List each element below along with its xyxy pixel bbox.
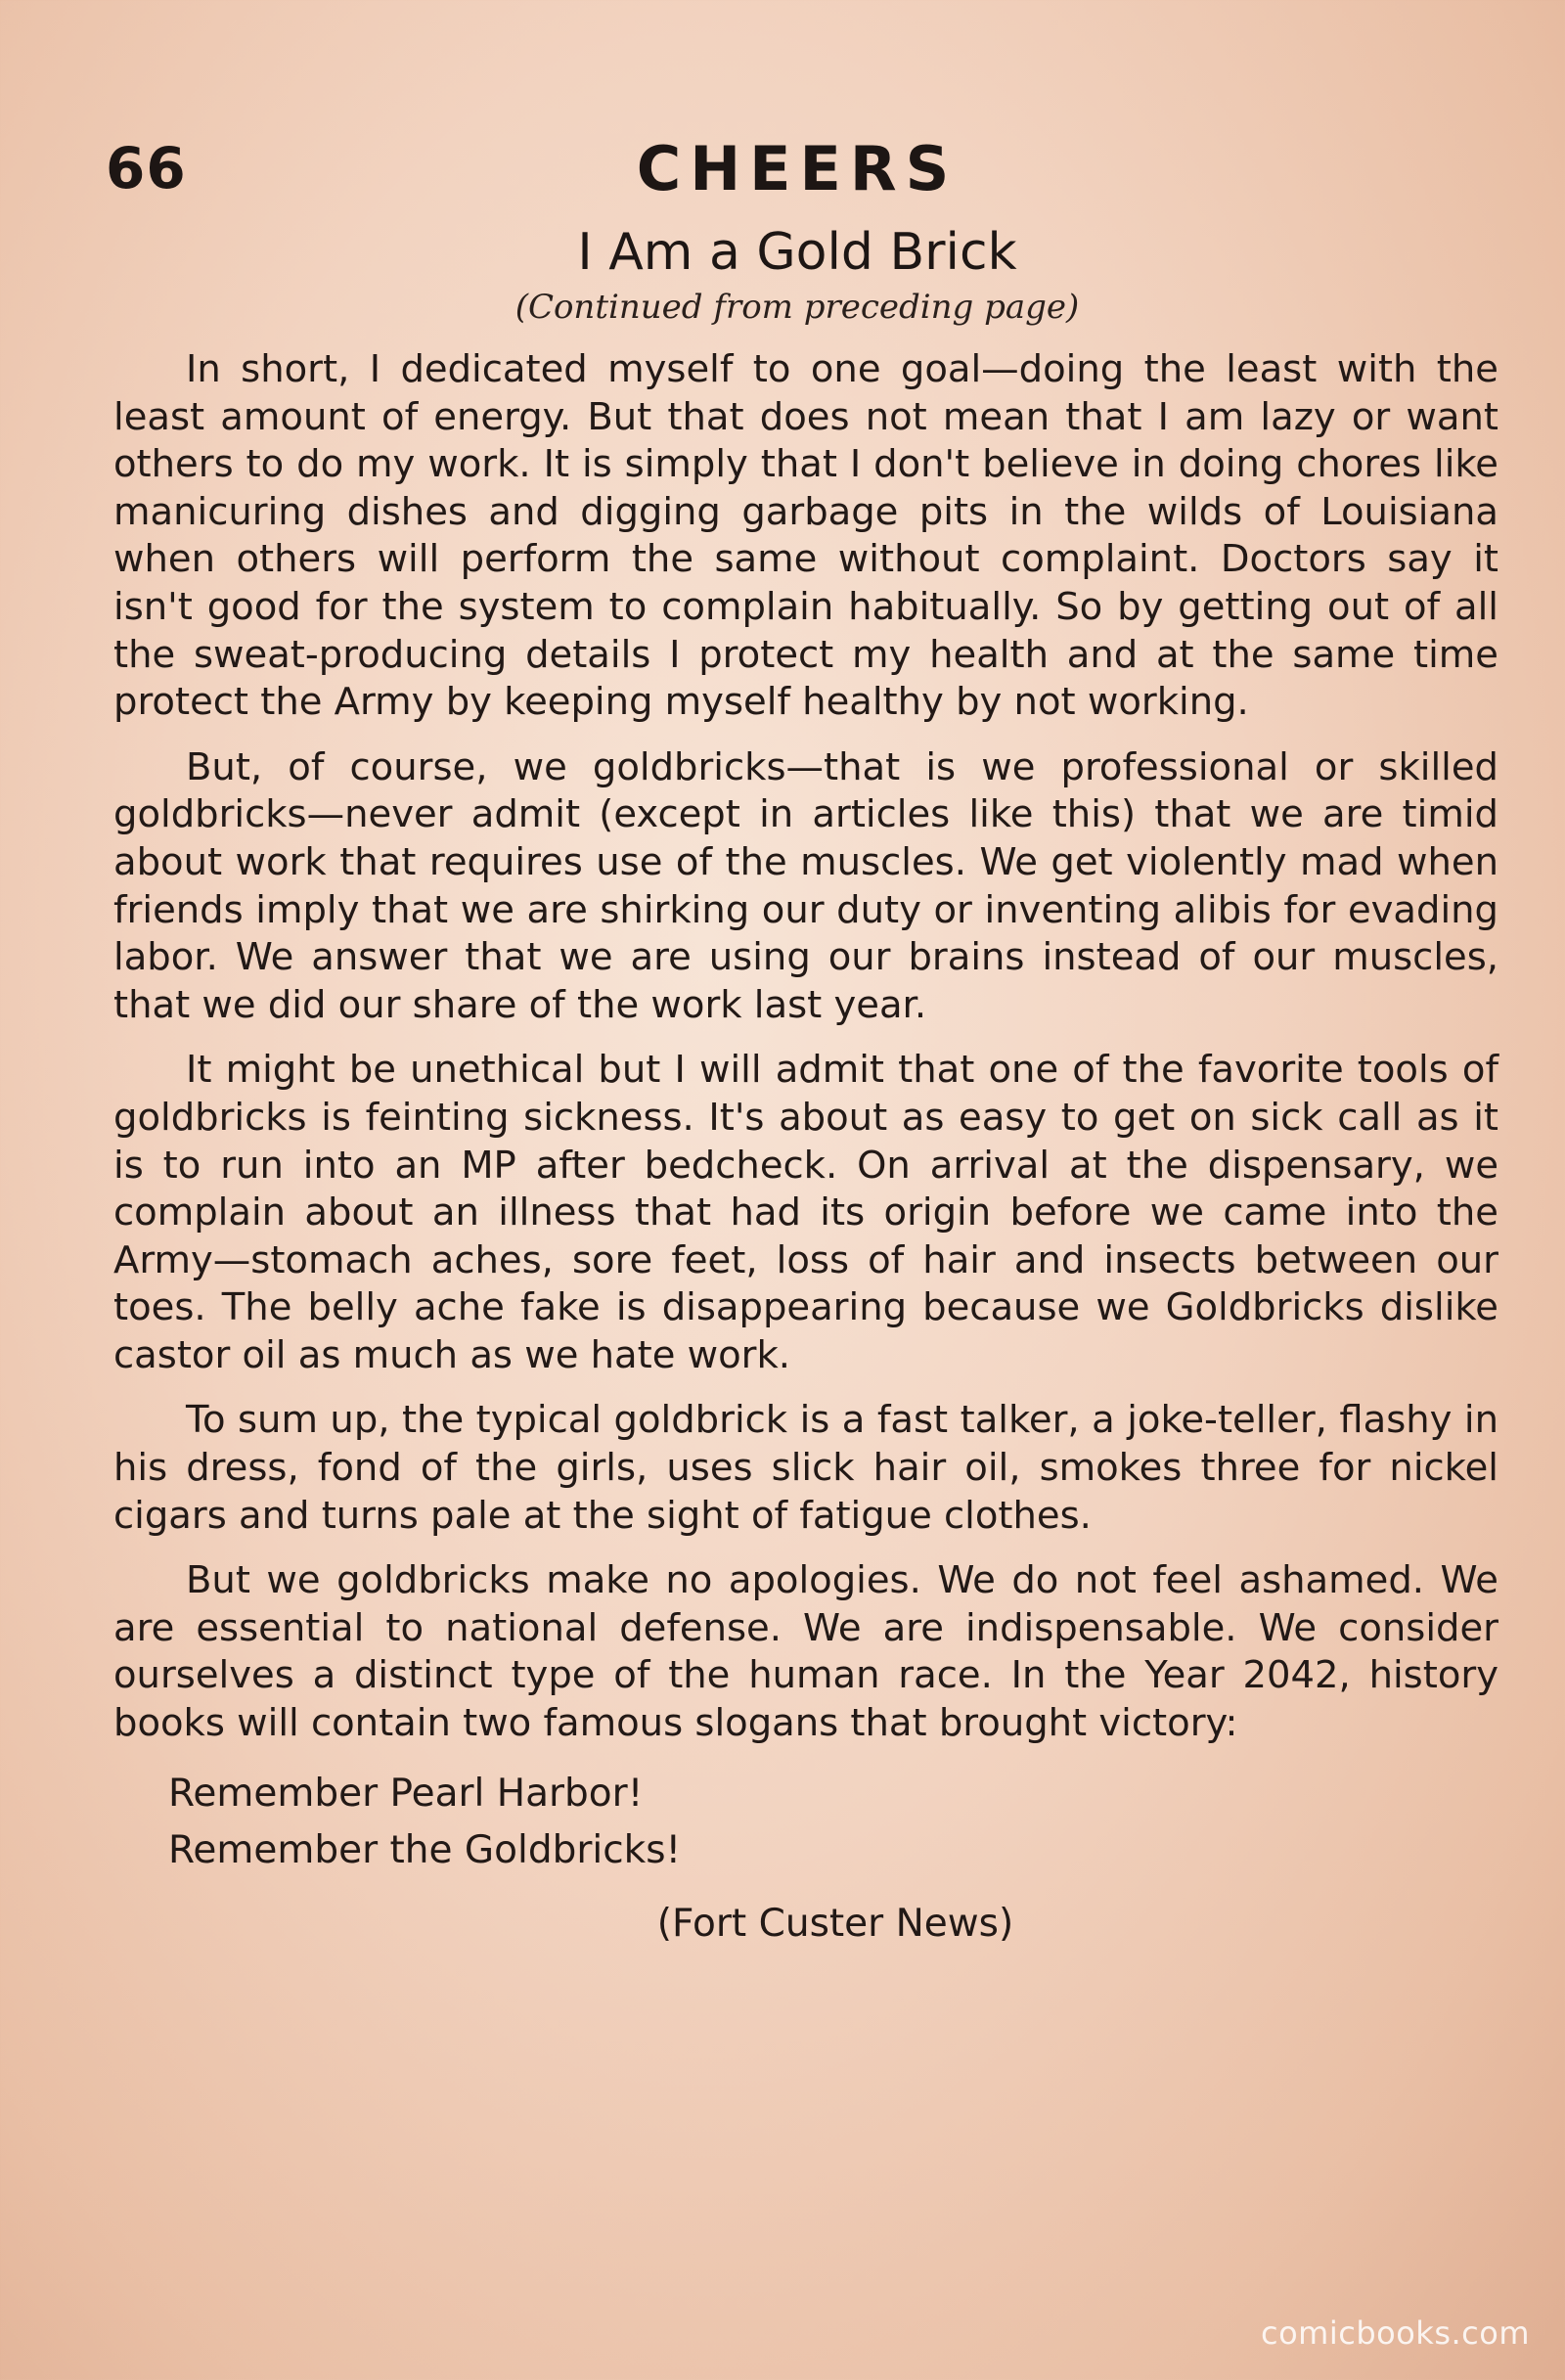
page-number: 66	[106, 135, 187, 202]
slogan: Remember Pearl Harbor!	[168, 1771, 644, 1816]
article-paragraph: It might be unethical but I will admit that one of the favorite tools of goldbricks is feinting sickness. It's about as easy to get on sick call as it is to run into an MP after bedcheck. On arrival at the dispensary, we complain about an illness that had its origin before we came into the Army—stomach aches, sore feet, loss of hair and insects between our toes. The belly ache fake is disappearing because we Goldbricks dislike castor oil as much as we hate work.	[113, 1048, 1498, 1377]
article-title: I Am a Gold Brick	[577, 223, 1017, 282]
magazine-title: CHEERS	[636, 133, 959, 204]
article-paragraph: To sum up, the typical goldbrick is a fast talker, a joke-teller, flashy in his dress, fond of the girls, uses slick hair oil, smokes three for nickel cigars and turns pale at the sight of fatigue clothes.	[113, 1398, 1498, 1538]
article-paragraph: But we goldbricks make no apologies. We do not feel ashamed. We are essential to national defense. We are indispensable. We consider ourselves a distinct type of the human race. In the Year 2042, history books will contain two famous slogans that brought victory:	[113, 1558, 1498, 1746]
site-watermark: comicbooks.com	[1260, 2314, 1530, 2352]
article-paragraph: But, of course, we goldbricks—that is we professional or skilled goldbricks—never admit (except in articles like this) that we are timid about work that requires use of the muscles. We get violently mad when friends imply that we are shirking our duty or inventing alibis for evading labor. We answer that we are using our brains instead of our muscles, that we did our share of the work last year.	[113, 744, 1498, 1027]
article-paragraph: In short, I dedicated myself to one goal—doing the least with the least amount of energy. But that does not mean that I am lazy or want others to do my work. It is simply that I don't believe in doing chores like manicuring dishes and digging garbage pits in the wilds of Louisiana when others will perform the same without complaint. Doctors say it isn't good for the system to complain habitually. So by getting out of all the sweat-producing details I protect my health and at the same time protect the Army by keeping myself healthy by not working.	[113, 347, 1498, 725]
slogan: Remember the Goldbricks!	[168, 1827, 682, 1872]
continued-note: (Continued from preceding page)	[514, 288, 1080, 327]
article-body	[113, 346, 1498, 1953]
source-credit: (Fort Custer News)	[656, 1901, 1014, 1946]
